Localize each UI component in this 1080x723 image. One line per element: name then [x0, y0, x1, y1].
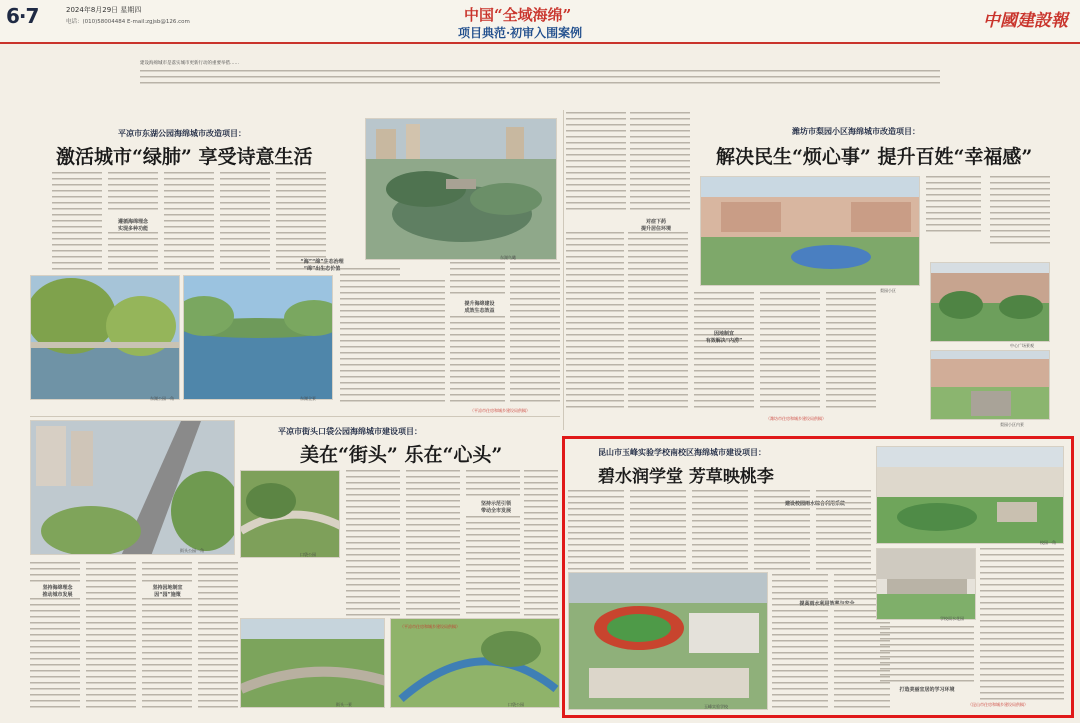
article-b-kicker: 潍坊市梨园小区海绵城市改造项目： [792, 127, 920, 136]
street-view-photo [240, 618, 385, 708]
article-c-col6 [86, 562, 136, 708]
caption-a2: 东湖公园一角 [150, 396, 174, 401]
article-d-col1 [568, 490, 624, 570]
article-b-col7 [990, 176, 1050, 246]
contact-info: 电话：(010)58004484 E-mail:zgjsb@126.com [66, 19, 190, 25]
article-a-footnote: （平凉市住房和城乡建设局供稿） [470, 408, 530, 413]
article-c-footnote: （平凉市住房和城乡建设局供稿） [400, 624, 460, 629]
article-a-col7 [340, 280, 445, 405]
article-d-footnote: （昆山市住房和城乡建设局供稿） [968, 702, 1028, 707]
school-aerial-photo [568, 572, 768, 710]
east-lake-panorama-photo [183, 275, 333, 400]
article-c-col3a [466, 470, 520, 498]
article-d-col10 [980, 662, 1064, 700]
article-c-col5b [30, 598, 80, 708]
article-c-col7b [142, 598, 192, 708]
article-a-subhead1: 遵循海绵理念 实现多种功能 [117, 219, 148, 232]
article-d-col2 [630, 490, 686, 570]
article-d-col5 [816, 490, 871, 570]
article-b-subhead2: 因地制宜 有效解决“内涝” [705, 331, 743, 344]
article-d-headline: 碧水润学堂 芳草映桃李 [598, 467, 774, 487]
article-d-col9 [880, 626, 974, 682]
column-title: 中国“全域海绵” [464, 6, 572, 24]
article-b-headline: 解决民生“烦心事” 提升百姓“幸福感” [716, 146, 1033, 168]
caption-c3: 街头一景 [336, 702, 352, 707]
article-a-col8a [450, 262, 505, 294]
caption-a3: 东湖全景 [300, 396, 316, 401]
article-c-subhead2: 坚持因地制宜 因“园”施策 [152, 585, 183, 598]
intro-body [140, 70, 940, 88]
article-b-col0a [566, 112, 626, 212]
article-d-col6 [772, 574, 828, 710]
article-c-col7a [142, 562, 192, 582]
article-a-col6 [340, 268, 400, 280]
article-a-headline: 激活城市“绿肺” 享受诗意生活 [56, 146, 313, 168]
school-campus-photo [876, 446, 1064, 544]
newspaper-logo: 中國建設報 [983, 11, 1068, 31]
article-c-col3b [466, 516, 520, 616]
liyuan-interior-photo [930, 350, 1050, 420]
article-c-headline: 美在“街头” 乐在“心头” [300, 444, 503, 466]
article-d-col8 [980, 548, 1064, 658]
article-c-kicker: 平凉市街头口袋公园海绵城市建设项目： [278, 427, 422, 436]
central-plaza-photo [930, 262, 1050, 342]
caption-b3: 梨园小区内景 [1000, 422, 1024, 427]
east-lake-aerial-photo [365, 118, 557, 260]
article-d-subhead1: 建设校园雨水综合利用系统 [784, 501, 845, 507]
masthead [0, 0, 1080, 44]
rain-garden-photo [876, 548, 976, 620]
article-a-col3 [164, 172, 214, 272]
article-b-col2 [628, 232, 688, 412]
divider-center [563, 110, 564, 430]
article-d-kicker: 昆山市玉峰实验学校南校区海绵城市建设项目： [598, 448, 766, 457]
article-a-subhead2: “海”“绵”生态治理 “绵”出生态价值 [300, 259, 344, 272]
article-b-col6 [926, 176, 981, 236]
article-a-col8b [450, 316, 505, 406]
column-subtitle: 项目典范·初审入围案例 [458, 26, 583, 40]
caption-c2: 口袋公园 [300, 552, 316, 557]
east-lake-willows-photo [30, 275, 180, 400]
article-d-col3 [692, 490, 748, 570]
divider-a [30, 416, 560, 417]
article-c-col5a [30, 562, 80, 582]
article-d-subhead3: 打造美丽宜居的学习环境 [899, 687, 955, 693]
caption-c1: 街头公园一角 [180, 548, 204, 553]
caption-b1: 梨园小区 [880, 288, 896, 293]
liyuan-community-photo [700, 176, 920, 286]
article-b-col1 [566, 232, 624, 412]
article-a-col2a [108, 172, 158, 212]
caption-d1: 玉峰实验学校 [704, 704, 728, 709]
article-a-subhead3: 提升海绵建设 成效生态效益 [464, 301, 495, 314]
caption-b2: 中心广场景观 [1010, 343, 1034, 348]
article-a-col5 [276, 172, 326, 272]
article-b-col4 [760, 292, 820, 412]
article-b-col0b [630, 112, 690, 212]
article-b-footnote: （潍坊市住房和城乡建设局供稿） [766, 416, 826, 421]
article-b-col3 [694, 292, 754, 412]
caption-d3: 学校雨水花园 [940, 616, 964, 621]
article-a-kicker: 平凉市东湖公园海绵城市改造项目： [118, 129, 246, 138]
article-d-subhead2: 提高雨水利用效率与安全 [799, 601, 855, 607]
article-a-col2b [108, 232, 158, 272]
article-c-subhead1: 坚持海绵理念 推动城市发展 [42, 585, 73, 598]
article-a-col4 [220, 172, 270, 272]
article-c-col1 [346, 470, 400, 620]
article-c-col8 [198, 562, 238, 708]
article-c-col2 [406, 470, 460, 620]
issue-date: 2024年8月29日 星期四 [66, 6, 142, 14]
article-b-col5 [826, 292, 876, 412]
intro-text: 建设海绵城市是落实城市更新行动的重要举措…… [140, 61, 239, 66]
article-c-col4 [524, 470, 558, 620]
pocket-park-photo-2 [390, 618, 560, 708]
article-a-col1 [52, 172, 102, 272]
article-b-subhead1: 对症下药 提升居住环境 [640, 219, 671, 232]
street-park-aerial-photo [30, 420, 235, 555]
caption-a1: 东湖鸟瞰 [500, 255, 516, 260]
caption-c4: 口袋公园 [508, 702, 524, 707]
page-number: 6·7 [6, 4, 39, 28]
article-c-subhead3: 坚持示范引领 带动全市发展 [480, 501, 511, 514]
article-a-col9 [510, 262, 560, 406]
caption-d2: 校园一角 [1040, 540, 1056, 545]
pocket-park-photo-1 [240, 470, 340, 558]
